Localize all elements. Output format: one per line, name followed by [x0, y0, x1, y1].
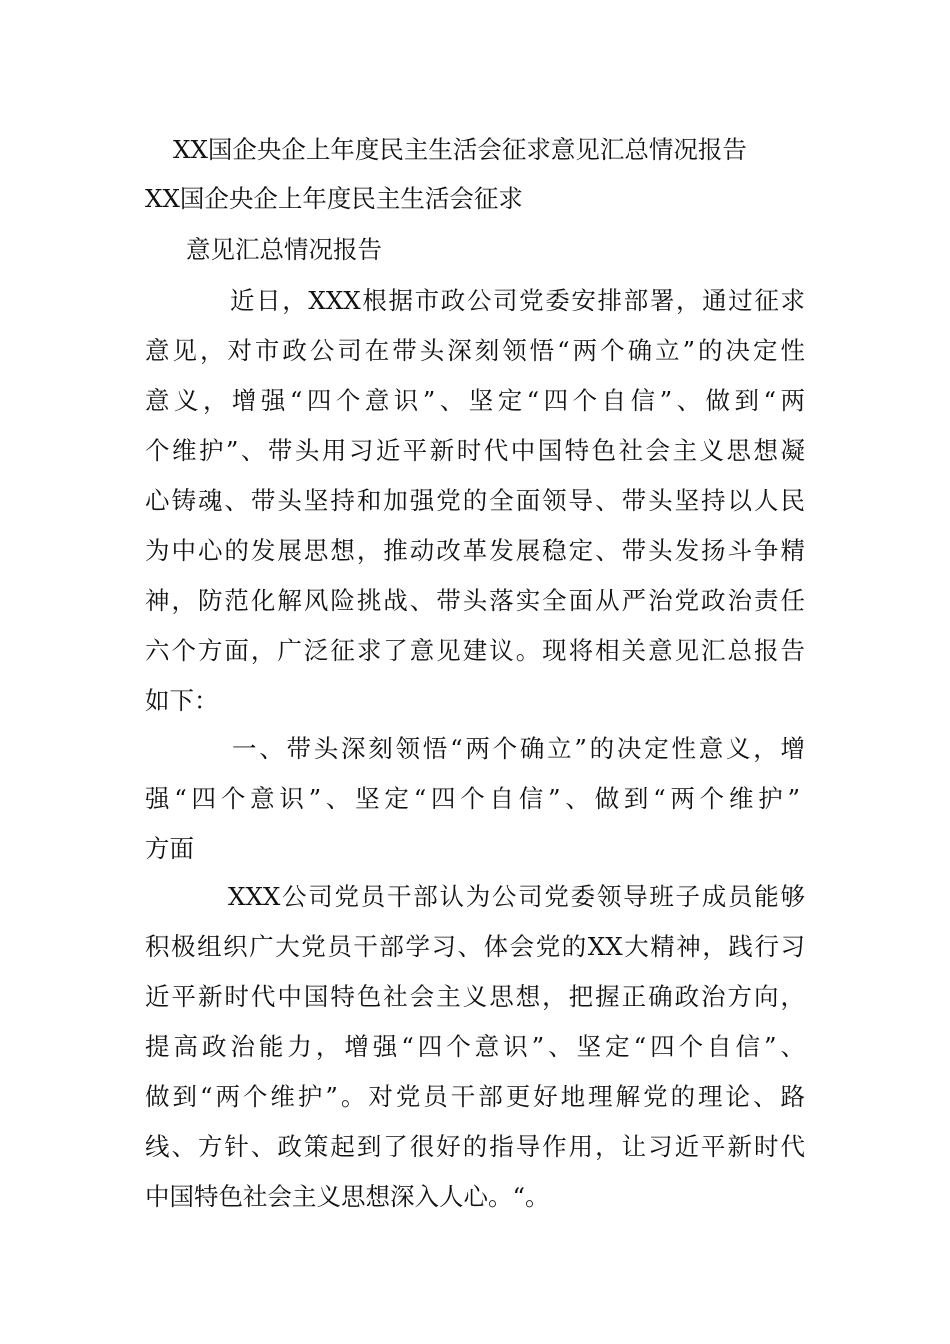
- paragraph-1-line-4: 个维护”、带头用习近平新时代中国特色社会主义思想凝: [145, 436, 805, 465]
- paragraph-3-line-4: 提高政治能力，增强“四个意识”、坚定“四个自信”、: [145, 1032, 805, 1061]
- paragraph-1-line-6: 为中心的发展思想，推动改革发展稳定、带头发扬斗争精: [145, 536, 805, 565]
- section-1-heading-line-3: 方面: [145, 834, 194, 863]
- paragraph-1-line-9: 如下：: [145, 686, 219, 715]
- paragraph-1-line-5: 心铸魂、带头坚持和加强党的全面领导、带头坚持以人民: [145, 486, 805, 515]
- paragraph-3-line-7: 中国特色社会主义思想深入人心。“。: [145, 1182, 550, 1211]
- paragraph-1-line-1: 近日，XXX根据市政公司党委安排部署，通过征求: [230, 286, 805, 315]
- paragraph-3-line-5: 做到“两个维护”。对党员干部更好地理解党的理论、路: [145, 1082, 805, 1111]
- paragraph-1-line-7: 神，防范化解风险挑战、带头落实全面从严治党政治责任: [145, 586, 805, 615]
- paragraph-3-line-6: 线、方针、政策起到了很好的指导作用，让习近平新时代: [145, 1132, 805, 1161]
- paragraph-1-line-3: 意义，增强“四个意识”、坚定“四个自信”、做到“两: [145, 386, 805, 415]
- paragraph-1-line-8: 六个方面，广泛征求了意见建议。现将相关意见汇总报告: [145, 636, 805, 665]
- paragraph-3-line-1: XXX公司党员干部认为公司党委领导班子成员能够: [228, 882, 805, 911]
- paragraph-1-line-2: 意见，对市政公司在带头深刻领悟“两个确立”的决定性: [145, 336, 805, 365]
- section-1-heading-line-1: 一、带头深刻领悟“两个确立”的决定性意义，增: [232, 734, 805, 763]
- section-1-heading-line-2: 强“四个意识”、坚定“四个自信”、做到“两个维护”: [145, 784, 800, 813]
- paragraph-3-line-2: 积极组织广大党员干部学习、体会党的XX大精神，践行习: [145, 932, 805, 961]
- paragraph-3-line-3: 近平新时代中国特色社会主义思想，把握正确政治方向，: [145, 982, 805, 1011]
- document-subtitle-line-2: 意见汇总情况报告: [186, 235, 382, 264]
- document-title: XX国企央企上年度民主生活会征求意见汇总情况报告: [173, 135, 747, 164]
- document-subtitle-line-1: XX国企央企上年度民主生活会征求: [145, 184, 523, 213]
